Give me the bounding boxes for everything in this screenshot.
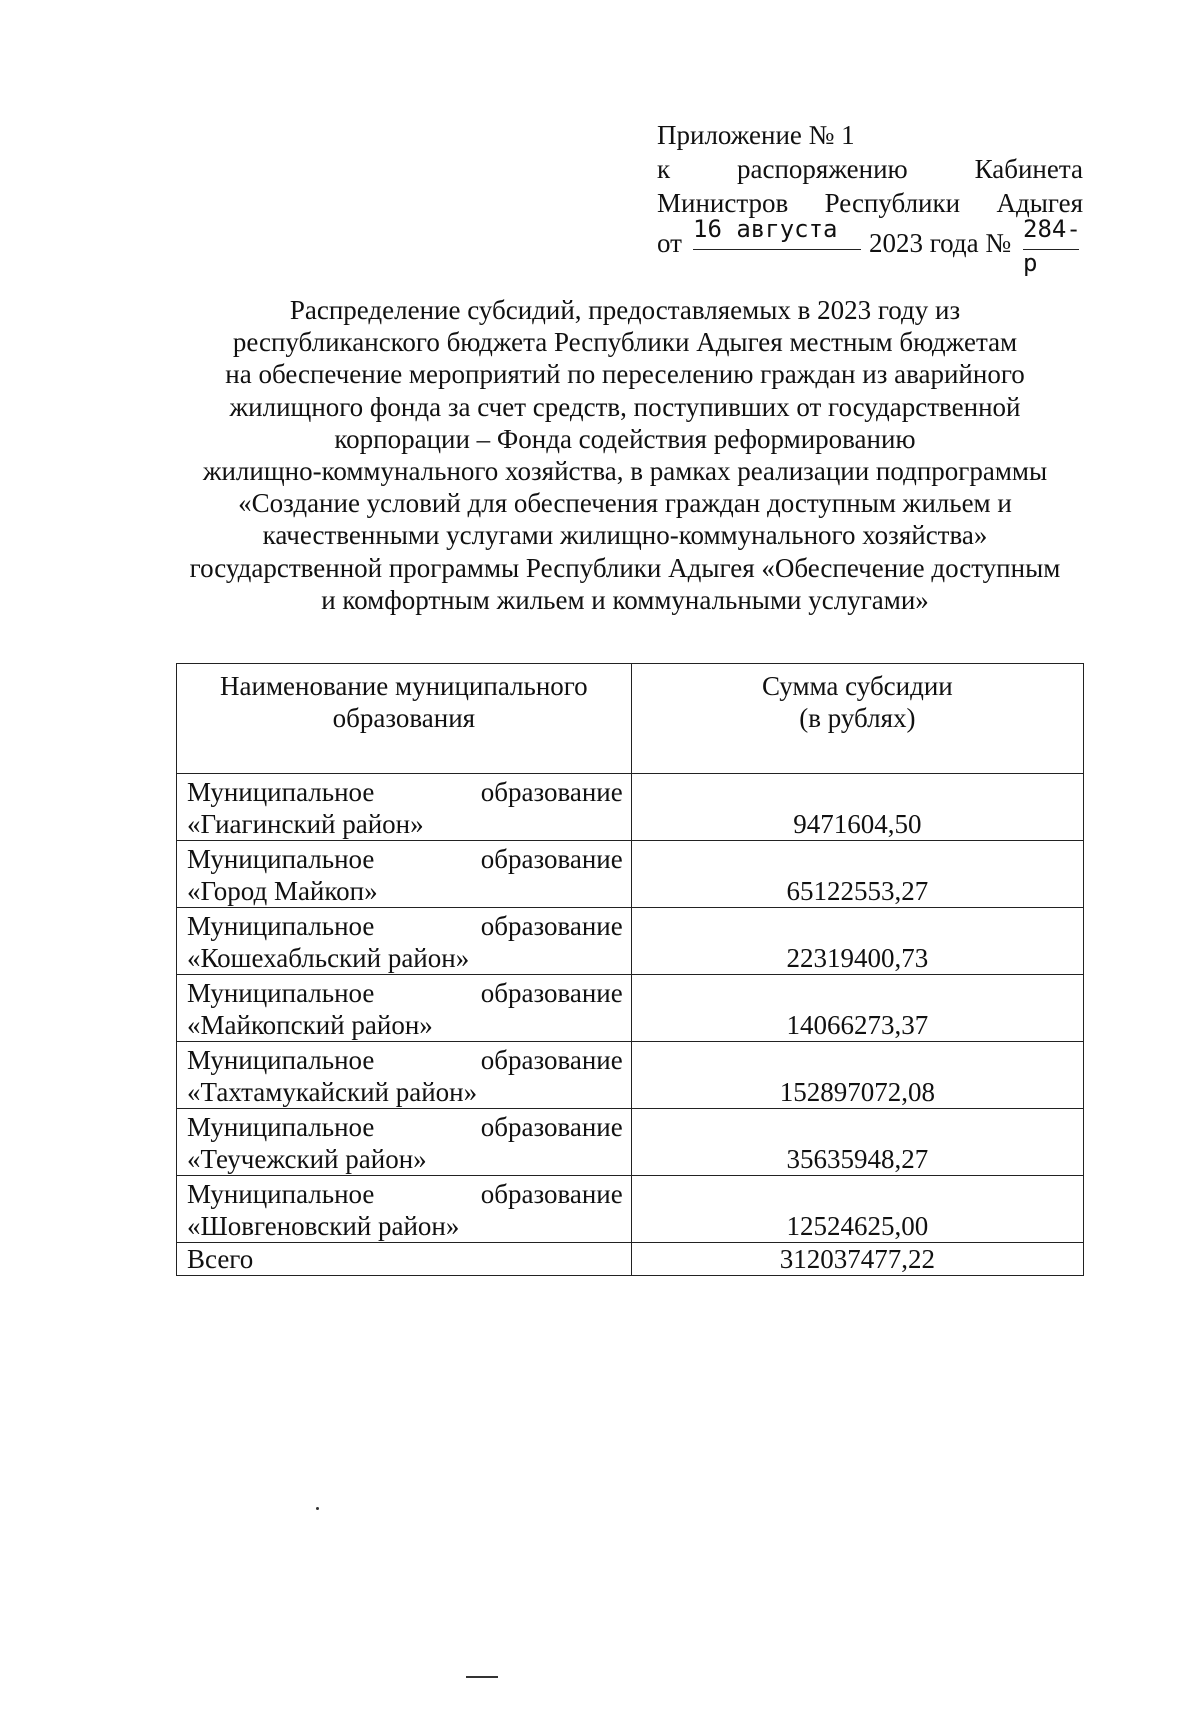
header-sum-line1: Сумма субсидии xyxy=(761,671,953,701)
title-line: жилищно-коммунального хозяйства, в рамках реализации подпрограммы xyxy=(202,456,1048,487)
sum-cell: 35635948,27 xyxy=(631,1109,1083,1176)
municipality-cell xyxy=(177,1109,632,1176)
municipality-word: Муниципальное xyxy=(187,978,375,1008)
year-number-label: 2023 года № xyxy=(869,228,1012,258)
table-row xyxy=(177,774,1084,841)
municipality-word: Муниципальное xyxy=(187,1045,375,1075)
title-line: «Создание условий для обеспечения граждан доступным жильем и xyxy=(238,488,1012,519)
subsidy-table xyxy=(176,663,1084,1276)
municipality-word: Муниципальное xyxy=(187,1112,375,1142)
table-header-row xyxy=(177,664,1084,774)
title-line: Распределение субсидий, предоставляемых в 2023 году из xyxy=(289,295,961,325)
municipality-name: «Шовгеновский район» xyxy=(187,1211,460,1241)
municipality-name: «Майкопский район» xyxy=(187,1010,433,1040)
municipality-cell xyxy=(177,1042,632,1109)
handwritten-number: 284-р xyxy=(1023,215,1081,277)
appendix-word: Министров xyxy=(657,188,789,218)
sum-cell: 14066273,37 xyxy=(631,975,1083,1042)
municipality-word: Муниципальное xyxy=(187,844,375,874)
table-row xyxy=(177,1109,1084,1176)
municipality-cell xyxy=(177,774,632,841)
appendix-word: Адыгея xyxy=(996,188,1083,218)
appendix-word: к xyxy=(657,154,671,184)
title-line: корпорации – Фонда содействия реформированию xyxy=(334,423,916,454)
title-line: государственной программы Республики Адыгея «Обеспечение доступным xyxy=(189,552,1061,583)
table-row xyxy=(177,1042,1084,1109)
header-municipality-line1: Наименование муниципального xyxy=(220,671,588,701)
title-line: на обеспечение мероприятий по переселению граждан из аварийного xyxy=(225,359,1025,390)
municipality-name: «Теучежский район» xyxy=(187,1144,427,1174)
header-sum xyxy=(631,664,1083,774)
appendix-word: распоряжению xyxy=(737,154,908,184)
scan-mark xyxy=(466,1676,498,1678)
municipality-word: образование xyxy=(480,1045,623,1075)
municipality-word: образование xyxy=(480,1179,623,1209)
title-line: жилищного фонда за счет средств, поступивших от государственной xyxy=(229,391,1021,422)
title-line: качественными услугами жилищно-коммунального хозяйства» xyxy=(262,520,988,551)
municipality-name: «Гиагинский район» xyxy=(187,809,424,839)
title-line: республиканского бюджета Республики Адыгея местным бюджетам xyxy=(232,327,1018,358)
municipality-word: образование xyxy=(480,978,623,1008)
title-line: и комфортным жильем и коммунальными услугами» xyxy=(321,584,929,615)
municipality-word: образование xyxy=(480,844,623,874)
municipality-cell xyxy=(177,841,632,908)
header-municipality-line2: образования xyxy=(332,703,476,733)
municipality-name: «Город Майкоп» xyxy=(187,876,378,906)
municipality-word: Муниципальное xyxy=(187,1179,375,1209)
sum-cell: 22319400,73 xyxy=(631,908,1083,975)
sum-cell: 65122553,27 xyxy=(631,841,1083,908)
total-row xyxy=(177,1243,1084,1276)
handwritten-date: 16 августа xyxy=(693,215,838,243)
document-title xyxy=(150,294,1100,616)
table-row xyxy=(177,1176,1084,1243)
municipality-word: Муниципальное xyxy=(187,777,375,807)
date-prefix: от xyxy=(657,228,682,258)
header-municipality xyxy=(177,664,632,774)
appendix-line-2 xyxy=(657,152,1083,186)
table-row xyxy=(177,908,1084,975)
municipality-word: Муниципальное xyxy=(187,911,375,941)
municipality-word: образование xyxy=(480,911,623,941)
table-row xyxy=(177,975,1084,1042)
municipality-word: образование xyxy=(480,1112,623,1142)
total-sum: 312037477,22 xyxy=(631,1243,1083,1276)
sum-cell: 152897072,08 xyxy=(631,1042,1083,1109)
municipality-cell xyxy=(177,908,632,975)
scan-mark xyxy=(316,1507,319,1510)
municipality-name: «Тахтамукайский район» xyxy=(187,1077,478,1107)
total-label: Всего xyxy=(177,1243,632,1276)
appendix-date-line xyxy=(657,215,1083,277)
municipality-cell xyxy=(177,1176,632,1243)
municipality-word: образование xyxy=(480,777,623,807)
header-sum-line2: (в рублях) xyxy=(799,703,916,733)
appendix-block xyxy=(657,118,1083,277)
table-row xyxy=(177,841,1084,908)
municipality-name: «Кошехабльский район» xyxy=(187,943,470,973)
sum-cell: 9471604,50 xyxy=(631,774,1083,841)
appendix-word: Республики xyxy=(824,188,961,218)
sum-cell: 12524625,00 xyxy=(631,1176,1083,1243)
appendix-number: Приложение № 1 xyxy=(657,120,855,150)
appendix-word: Кабинета xyxy=(974,154,1083,184)
municipality-cell xyxy=(177,975,632,1042)
